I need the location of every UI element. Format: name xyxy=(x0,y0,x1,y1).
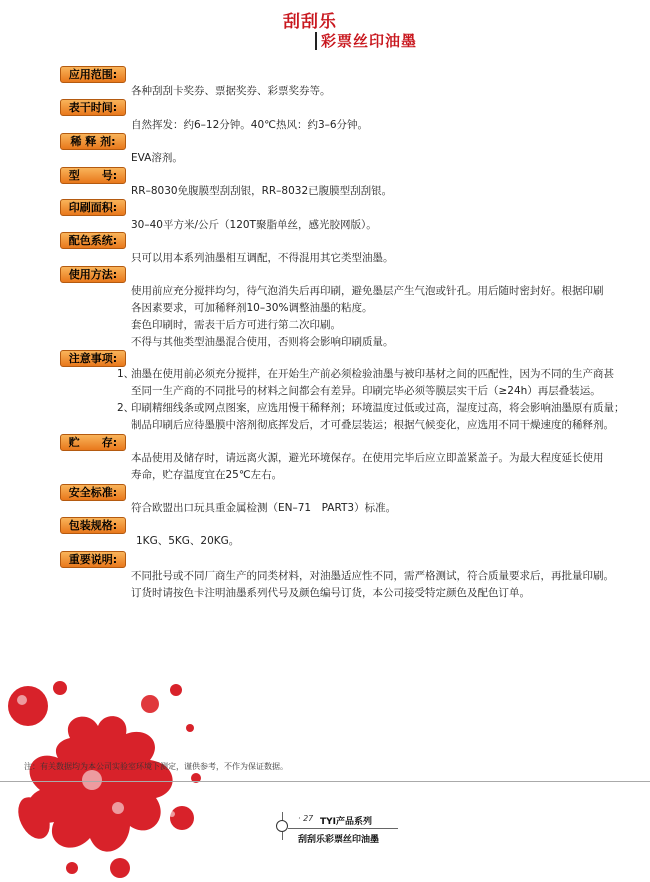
label-thinner: 稀 释 剂: xyxy=(60,133,126,150)
title-divider xyxy=(315,32,317,50)
text-packaging: 1KG、5KG、20KG。 xyxy=(136,535,240,547)
note-2-line-2: 制品印刷后应待墨膜中溶剂彻底挥发后，才可叠层装运；根据气候变化，应选用不同干燥速度的稀释剂。 xyxy=(131,419,614,431)
label-dry-time: 表干时间: xyxy=(60,99,126,116)
page-marker-circle-icon xyxy=(276,820,288,832)
text-usage-4: 不得与其他类型油墨混合使用，否则将会影响印刷质量。 xyxy=(131,336,394,348)
note-2-line-1: 印刷精细线条或网点图案，应选用慢干稀释剂；环境温度过低或过高，湿度过高，将会影响油墨原有质量； xyxy=(131,402,625,414)
text-storage-2: 寿命，贮存温度宜在25℃左右。 xyxy=(131,469,283,481)
label-print-area: 印刷面积: xyxy=(60,199,126,216)
red-splash-graphic xyxy=(0,668,210,882)
label-model: 型 号: xyxy=(60,167,126,184)
text-application: 各种刮刮卡奖券、票据奖券、彩票奖券等。 xyxy=(131,85,331,97)
label-color-system: 配色系统: xyxy=(60,232,126,249)
note-2-number: 2、 xyxy=(117,402,135,414)
label-packaging: 包装规格: xyxy=(60,517,126,534)
label-important: 重要说明: xyxy=(60,551,126,568)
text-usage-1: 使用前应充分搅拌均匀，待气泡消失后再印刷，避免墨层产生气泡或针孔。用后随时密封好。根据印刷 xyxy=(131,285,604,297)
text-dry-time: 自然挥发：约6–12分钟。40℃热风：约3–6分钟。 xyxy=(131,119,369,131)
text-print-area: 30–40平方米/公斤（120T聚脂单丝，感光胶网版）。 xyxy=(131,219,377,231)
text-color-system: 只可以用本系列油墨相互调配，不得混用其它类型油墨。 xyxy=(131,252,394,264)
footer-divider xyxy=(0,781,650,782)
text-important-1: 不同批号或不同厂商生产的同类材料，对油墨适应性不同，需严格测试，符合质量要求后，再批量印刷。 xyxy=(131,570,614,582)
label-safety: 安全标准: xyxy=(60,484,126,501)
label-application: 应用范围: xyxy=(60,66,126,83)
page-marker-hline xyxy=(288,828,398,829)
text-important-2: 订货时请按色卡注明油墨系列代号及颜色编号订货，本公司接受特定颜色及配色订单。 xyxy=(131,587,530,599)
footnote-disclaimer: 注：有关数据均为本公司实验室环境下测定，谨供参考，不作为保证数据。 xyxy=(24,762,288,771)
note-1-line-1: 油墨在使用前必须充分搅拌，在开始生产前必须检验油墨与被印基材之间的匹配性，因为不同的生产商甚 xyxy=(131,368,614,380)
page-number: · 27 xyxy=(298,814,314,823)
note-1-number: 1、 xyxy=(117,368,135,380)
footer-subtitle: 刮刮乐彩票丝印油墨 xyxy=(298,835,380,845)
label-usage: 使用方法: xyxy=(60,266,126,283)
text-storage-1: 本品使用及储存时，请远离火源，避光环境保存。在使用完毕后应立即盖紧盖子。为最大程度延长使用 xyxy=(131,452,604,464)
label-notes: 注意事项: xyxy=(60,350,126,367)
label-storage: 贮 存: xyxy=(60,434,126,451)
text-thinner: EVA溶剂。 xyxy=(131,152,183,164)
product-series: TYI产品系列 xyxy=(320,817,373,827)
page-title: 刮刮乐 xyxy=(283,12,337,32)
text-usage-2: 各因素要求，可加稀释剂10–30%调整油墨的粘度。 xyxy=(131,302,373,314)
text-usage-3: 套色印刷时，需表干后方可进行第二次印刷。 xyxy=(131,319,341,331)
text-safety: 符合欧盟出口玩具重金属检测（EN–71 PART3）标准。 xyxy=(131,502,397,514)
page-subtitle: 彩票丝印油墨 xyxy=(321,32,418,50)
text-model: RR–8030免腹膜型刮刮银，RR–8032已腹膜型刮刮银。 xyxy=(131,185,393,197)
note-1-line-2: 至同一生产商的不同批号的材料之间都会有差异。印刷完毕必须等膜层实干后（≥24h）再层叠装运。 xyxy=(131,385,601,397)
